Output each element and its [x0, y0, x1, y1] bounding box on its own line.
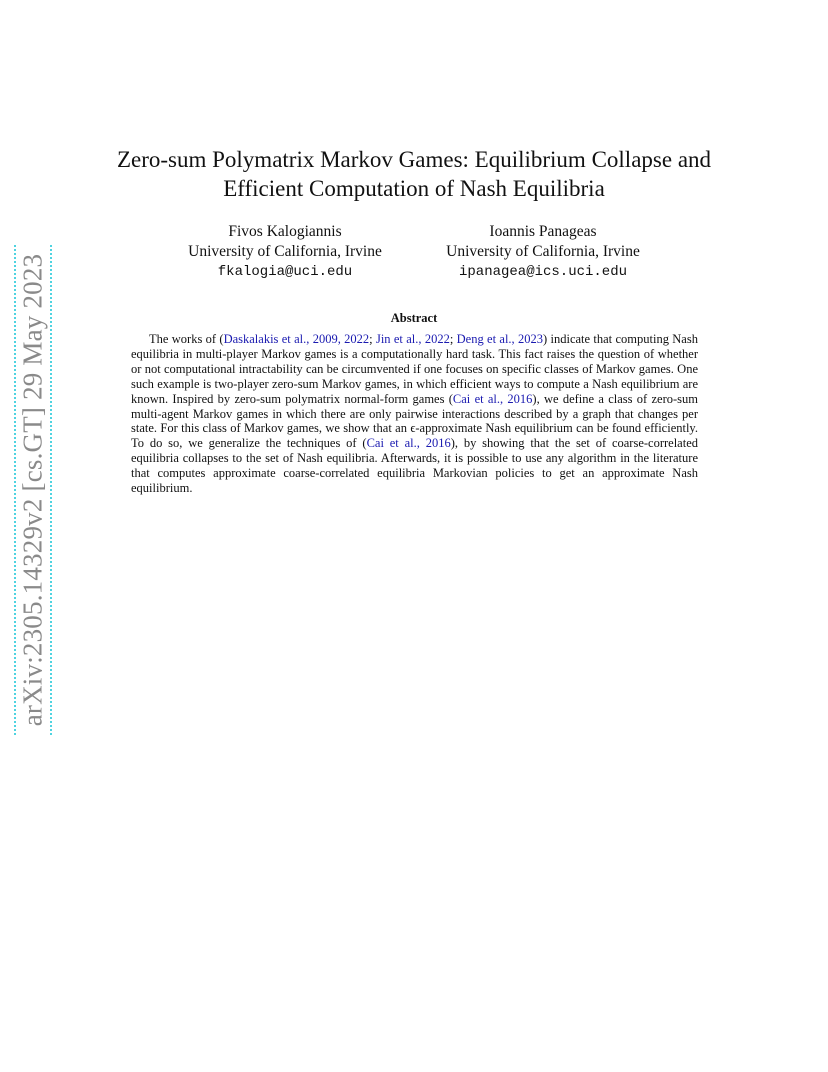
- author-affiliation: University of California, Irvine: [446, 243, 640, 260]
- author-name: Fivos Kalogiannis: [228, 223, 342, 240]
- author-affiliation: University of California, Irvine: [188, 243, 382, 260]
- abstract-text: ), we define a class of zero-sum multi-agent Markov games in which there are only pairwise interactions described by a graph that changes per state. For this class of Markov games, we show that an ϵ-approximate Nash equilibrium can be found efficiently. To do so, we generalize the techniques of (: [131, 391, 698, 451]
- author-name: Ioannis Panageas: [489, 223, 597, 240]
- title-line-1: Zero-sum Polymatrix Markov Games: Equilibrium Collapse and: [116, 147, 712, 172]
- arxiv-stamp-text: arXiv:2305.14329v2 [cs.GT] 29 May 2023: [17, 253, 48, 727]
- abstract-text: ;: [369, 332, 376, 346]
- citation-link[interactable]: Deng et al., 2023: [456, 332, 544, 346]
- abstract-text: The works of (: [149, 332, 224, 346]
- citation-link[interactable]: Cai et al., 2016: [366, 436, 451, 451]
- author-block-1: [170, 222, 400, 282]
- abstract-text: ), by showing that the set of coarse-correlated equilibria collapses to the set of Nash equilibria. Afterwards, it is possible to use any algorithm in the literature that computes approximate coarse-correlated equilibria Markovian policies to get an approximate Nash equilibrium.: [131, 436, 698, 496]
- title-line-2: Efficient Computation of Nash Equilibria: [223, 176, 605, 201]
- abstract-heading: Abstract: [390, 311, 438, 325]
- citation-link[interactable]: Cai et al., 2016: [452, 391, 533, 406]
- abstract-text: ) indicate that computing Nash equilibria in multi-player Markov games is a computationally hard task. This fact raises the question of whether or not computational intractability can be circumvented if one focuses on specific classes of Markov games. One such example is two-player zero-sum Markov games, in which efficient ways to compute a Nash equilibrium are known. Inspired by zero-sum polymatrix normal-form games (: [131, 332, 698, 406]
- author-email[interactable]: ipanagea@ics.uci.edu: [458, 264, 628, 280]
- citation-link[interactable]: Daskalakis et al., 2009, 2022: [223, 332, 370, 346]
- citation-link[interactable]: Jin et al., 2022: [375, 332, 450, 346]
- abstract-text: ;: [449, 332, 457, 346]
- paper-title: [100, 145, 728, 203]
- abstract-body: [131, 332, 698, 496]
- author-email[interactable]: fkalogia@uci.edu: [217, 264, 353, 280]
- author-block-2: [428, 222, 658, 282]
